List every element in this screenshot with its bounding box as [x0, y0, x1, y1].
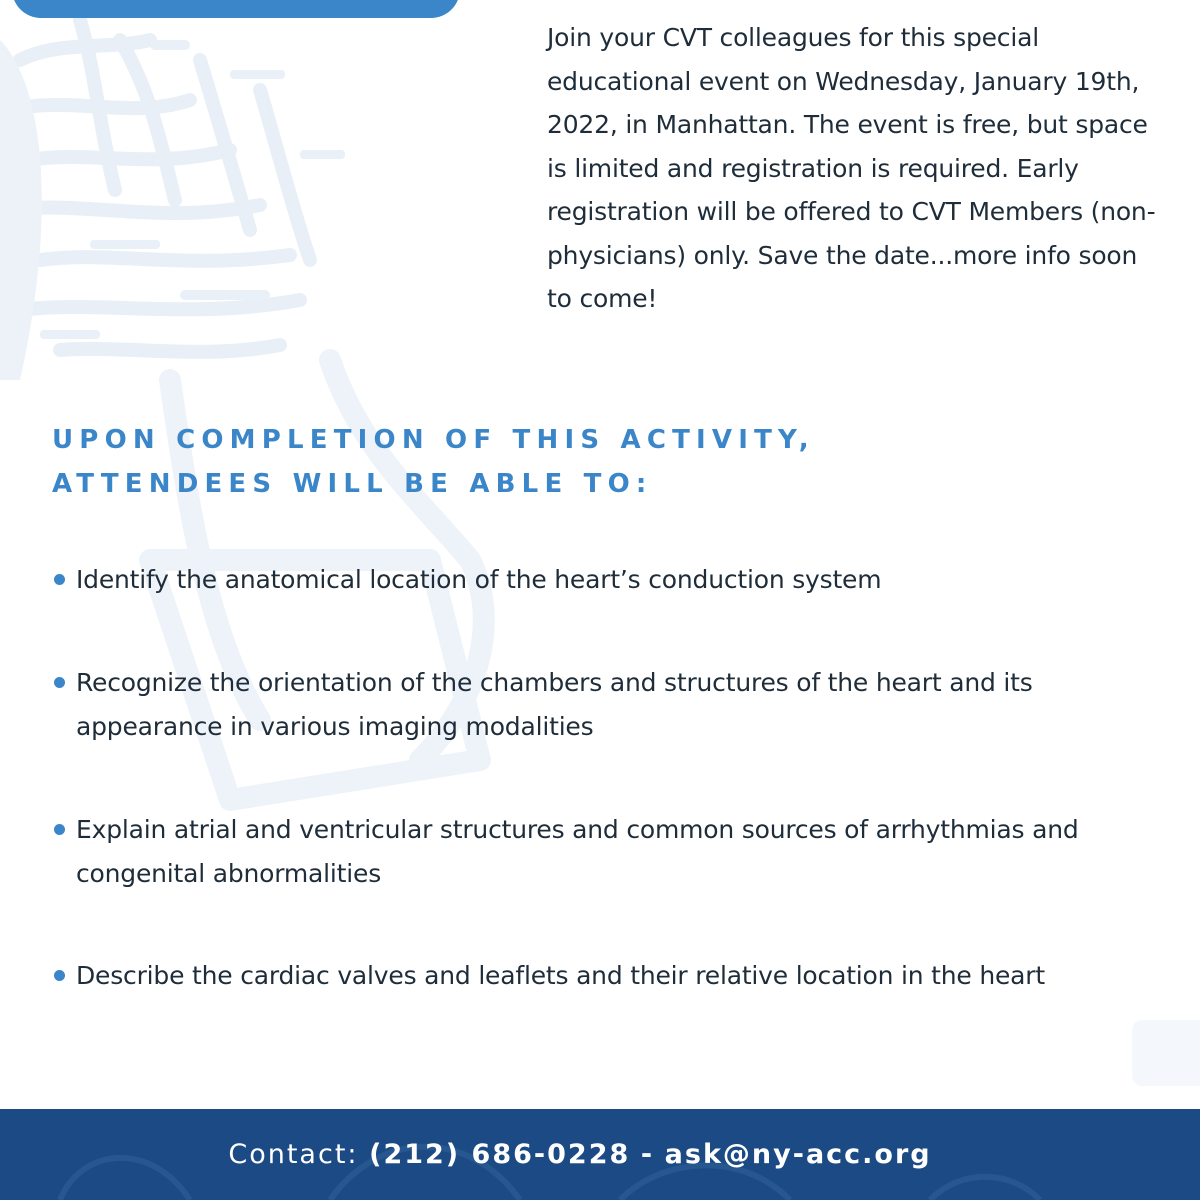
objectives-heading-line-1: UPON COMPLETION OF THIS ACTIVITY,: [52, 425, 815, 455]
objective-text: Explain atrial and ventricular structures and common sources of arrhythmias and congenital abnormalities: [76, 815, 1079, 888]
contact-footer: [0, 1109, 1200, 1200]
objective-item: [52, 954, 1162, 998]
bullet-dot-icon: [54, 970, 65, 981]
objective-item: [52, 558, 1162, 602]
contact-phone[interactable]: (212) 686-0228: [369, 1139, 631, 1170]
objective-item: [52, 808, 1162, 896]
contact-separator: -: [640, 1139, 655, 1170]
objective-text: Describe the cardiac valves and leaflets and their relative location in the heart: [76, 961, 1045, 990]
objectives-heading-line-2: ATTENDEES WILL BE ABLE TO:: [52, 469, 653, 499]
side-tab-decoration: [1132, 1020, 1200, 1086]
header-tab-shape: [12, 0, 460, 18]
objectives-heading: [52, 418, 1152, 506]
contact-email-link[interactable]: ask@ny-acc.org: [664, 1139, 932, 1170]
contact-label: Contact:: [228, 1139, 359, 1170]
objective-item: [52, 661, 1162, 749]
objective-text: Recognize the orientation of the chambers and structures of the heart and its appearance in various imaging modalities: [76, 668, 1033, 741]
event-intro-paragraph: Join your CVT colleagues for this special educational event on Wednesday, January 19th, 2022, in Manhattan. The event is free, but space is limited and registration is required. Early registration will be offered to CVT Members (non-physicians) only. Save the date...more info soon to come!: [547, 23, 1156, 313]
objective-text: Identify the anatomical location of the heart’s conduction system: [76, 565, 882, 594]
bullet-dot-icon: [54, 677, 65, 688]
bullet-dot-icon: [54, 824, 65, 835]
bullet-dot-icon: [54, 574, 65, 585]
contact-line: [0, 1109, 1160, 1200]
